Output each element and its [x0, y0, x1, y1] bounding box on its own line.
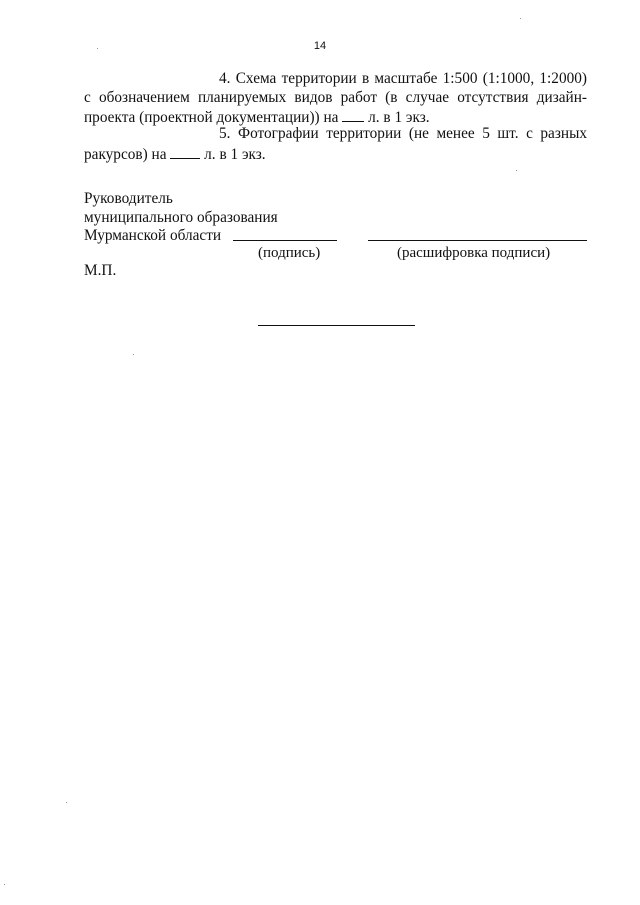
list-item-photos — [84, 125, 587, 164]
scan-speck — [516, 170, 517, 171]
list-item-scheme — [84, 70, 587, 128]
seal-label: М.П. — [84, 262, 117, 279]
signer-title-line2: муниципального образования — [84, 209, 278, 226]
blank-field — [342, 107, 364, 122]
list-item-suffix: л. в 1 экз. — [204, 145, 266, 163]
list-item-suffix: л. в 1 экз. — [368, 109, 430, 126]
scan-speck — [97, 48, 98, 49]
scan-speck — [133, 354, 134, 355]
scan-speck — [520, 18, 521, 19]
signature-decode-caption: (расшифровка подписи) — [397, 245, 551, 261]
signer-title-line1: Руководитель — [84, 190, 173, 207]
signature-decode-underline — [368, 240, 587, 241]
scan-speck — [66, 802, 67, 803]
signature-underline — [233, 240, 337, 241]
page-number: 14 — [313, 40, 327, 52]
signer-title-line3: Мурманской области — [84, 227, 222, 244]
scan-speck — [4, 884, 5, 885]
list-item-text: 4. Схема территории в масштабе 1:500 (1:1000, 1:2000) с обозначением планируемых видов работ (в случае отсутствия дизайн-проекта (проектной документации)) на — [84, 70, 587, 126]
list-item-text: 5. Фотографии территории (не менее 5 шт. с разных ракурсов) на — [84, 125, 587, 163]
blank-field — [170, 144, 200, 159]
signature-caption: (подпись) — [258, 245, 321, 261]
end-divider — [258, 325, 415, 326]
